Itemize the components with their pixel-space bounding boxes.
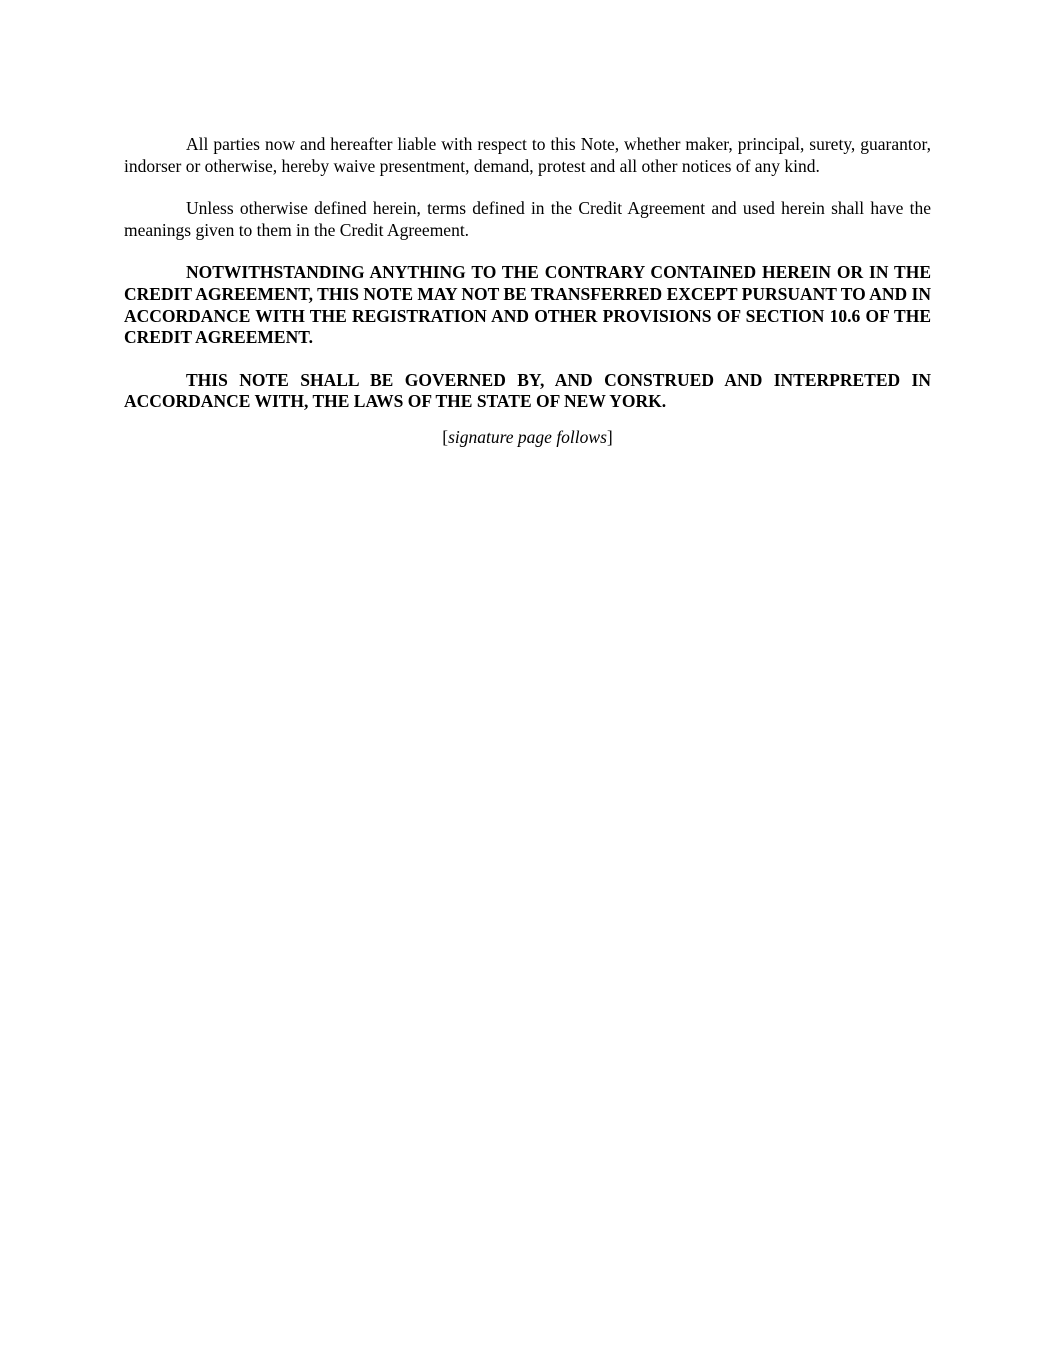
open-bracket: [ [442, 426, 449, 447]
signature-page-note [124, 427, 931, 449]
transfer-restriction-paragraph: NOTWITHSTANDING ANYTHING TO THE CONTRARY CONTAINED HEREIN OR IN THE CREDIT AGREEMENT, THIS NOTE MAY NOT BE TRANSFERRED EXCEPT PURSUANT TO AND IN ACCORDANCE WITH THE REGISTRATION AND OTHER PROVISIONS OF SECTION 10.6 OF THE CREDIT AGREEMENT. [124, 262, 931, 348]
waiver-paragraph: All parties now and hereafter liable with respect to this Note, whether maker, principal, surety, guarantor, indorser or otherwise, hereby waive presentment, demand, protest and all other notices of any kind. [124, 134, 931, 176]
definitions-paragraph: Unless otherwise defined herein, terms defined in the Credit Agreement and used herein shall have the meanings given to them in the Credit Agreement. [124, 198, 931, 240]
governing-law-paragraph: THIS NOTE SHALL BE GOVERNED BY, AND CONSTRUED AND INTERPRETED IN ACCORDANCE WITH, THE LAWS OF THE STATE OF NEW YORK. [124, 369, 931, 412]
document-body [124, 134, 931, 449]
signature-page-note-text: signature page follows [448, 426, 607, 447]
close-bracket: ] [606, 426, 613, 447]
